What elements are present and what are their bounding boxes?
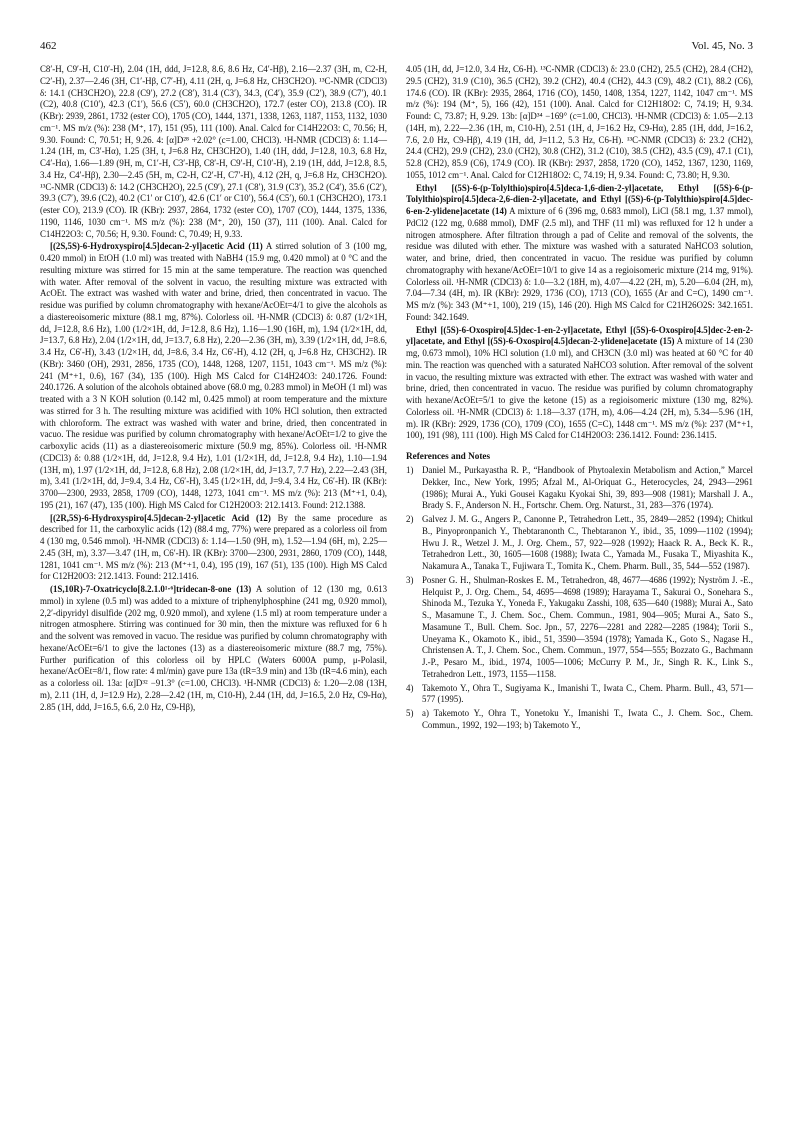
paragraph	[40, 241, 387, 511]
paragraph	[40, 513, 387, 584]
reference-text: Galvez J. M. G., Angers P., Canonne P., Tetrahedron Lett., 35, 2849—2852 (1994); Chitkul B., Pinyopronpanich Y., Thebtaranonth C., Thebtaranon Y., ibid., 35, 1099—1102 (1994); Hwu J. R., Wetzel J. M., J. Org. Chem., 57, 922—928 (1992); Haack R. A., Beck K. R., Tetrahedron Lett., 30, 1605—1608 (1988); Iwata C., Yamada M., Fusaka T., Miyashita K., Nakamura A., Tanaka T., Fujiwara T., Tomita K., Chem. Pharm. Bull., 35, 544—552 (1987).	[422, 514, 753, 572]
paragraph	[406, 183, 753, 324]
reference-text: Takemoto Y., Ohra T., Sugiyama K., Imanishi T., Iwata C., Chem. Pharm. Bull., 43, 571—577 (1995).	[422, 682, 753, 705]
reference-text: a) Takemoto Y., Ohra T., Yonetoku Y., Imanishi T., Iwata C., J. Chem. Soc., Chem. Commun., 1992, 192—193; b) Takemoto Y.,	[422, 708, 753, 730]
reference-item	[406, 575, 753, 681]
paragraph-body: A solution of 12 (130 mg, 0.613 mmol) in xylene (0.5 ml) was added to a mixture of triphenylphosphine (241 mg, 0.920 mmol), 2,2′-dipyridyl disulfide (202 mg, 0.920 mmol), and xylene (1.5 ml) at room temperature under a nitrogen atmosphere. Stirring was continued for 30 min, then the mixture was refluxed for 6 h and the solvent was removed in vacuo. The residue was purified by column chromatography with hexane/AcOEt=6/1 to give the lactones (13) as a diastereoisomeric mixture (88.7 mg, 75%). Further purification of this colorless oil by HPLC (Waters 6000A pump, μ-Polasil, hexane/AcOEt=8/1, flow rate: 4 ml/min) gave pure 13a (tR=3.9 min) and 13b (tR=4.6 min), each as a colorless oil. 13a: [α]D³² −91.3° (c=1.00, CHCl3). ¹H-NMR (CDCl3) δ: 1.20—2.08 (13H, m), 2.11 (1H, d, J=12.9 Hz), 2.28—2.42 (1H, m, C10-H), 2.44 (1H, dd, J=16.5, 2.0 Hz, C9-Hα), 2.85 (1H, ddd, J=16.5, 6.6, 2.0 Hz, C9-Hβ),	[40, 584, 388, 712]
reference-item	[406, 465, 753, 512]
paragraph: 4.05 (1H, dd, J=12.0, 3.4 Hz, C6-H). ¹³C-NMR (CDCl3) δ: 23.0 (CH2), 25.5 (CH2), 28.4 (CH2), 29.5 (CH2), 31.9 (C10), 36.5 (CH2), 39.2 (CH2), 40.4 (CH2), 44.3 (C9), 48.2 (C1), 88.2 (C6), 174.6 (CO). IR (KBr): 2935, 2864, 1716 (CO), 1450, 1408, 1354, 1227, 1142, 1047 cm⁻¹. MS m/z (%): 194 (M⁺, 5), 166 (42), 151 (100). Anal. Calcd for C12H18O2: C, 74.19; H, 9.34. Found: C, 73.87; H, 9.29. 13b: [α]D³⁴ −169° (c=1.00, CHCl3). ¹H-NMR (CDCl3) δ: 1.05—2.13 (14H, m), 2.22—2.36 (1H, m, C10-H), 2.51 (1H, d, J=16.2 Hz, C9-Hα), 2.85 (1H, ddd, J=16.2, 7.6, 2.0 Hz, C9-Hβ), 4.19 (1H, dd, J=11.2, 5.3 Hz, C6-H). ¹³C-NMR (CDCl3) δ: 23.2 (CH2), 24.4 (CH2), 29.9 (CH2), 23.0 (CH2), 30.8 (CH2), 31.2 (C10), 38.5 (CH2), 43.5 (C9), 47.1 (C1), 52.8 (CH2), 85.9 (C6), 174.9 (CO). IR (KBr): 2937, 2858, 1720 (CO), 1452, 1367, 1230, 1169, 1055, 1012 cm⁻¹. Anal. Calcd for C12H18O2: C, 74.19; H, 9.34. Found: C, 73.80; H, 9.30.	[406, 64, 753, 180]
volume-issue: Vol. 45, No. 3	[691, 40, 753, 52]
reference-number: 5)	[406, 708, 414, 719]
references-heading: References and Notes	[406, 451, 491, 461]
left-column	[40, 64, 387, 714]
paragraph-body: A stirred solution of 3 (100 mg, 0.420 mmol) in EtOH (1.0 ml) was treated with NaBH4 (15.9 mg, 0.420 mmol) at 0 °C and the resulting mixture was stirred for 15 min at the same temperature. The reaction was quenched with water. After removal of the solvent in vacuo, the resulting mixture was extracted with AcOEt. The extract was washed with water and brine, dried, then concentrated in vacuo. The residue was purified by column chromatography with hexane/AcOEt=4/1 to give the alcohols as a diastereoisomeric mixture (88.1 mg, 87%). Colorless oil. ¹H-NMR (CDCl3) δ: 0.87 (1/2×1H, dd, J=12.8, 8.6 Hz), 1.00 (1/2×1H, dd, J=12.8, 8.6 Hz), 1.16—1.90 (16H, m), 1.94 (1/2×1H, dd, J=13.7, 6.8 Hz), 2.04 (1/2×1H, dd, J=13.7, 6.8 Hz), 2.20—2.36 (3H, m), 3.39 (1/2×1H, dd, J=8.6, 3.4 Hz, C6′-H), 3.43 (1/2×1H, dd, J=8.6, 3.4 Hz, C6′-H), 4.12 (2H, q, J=6.8 Hz, CH3CH2). IR (KBr): 3460 (OH), 2931, 2856, 1735 (CO), 1448, 1268, 1207, 1151, 1043 cm⁻¹. MS m/z (%): 241 (M⁺+1, 0.6), 167 (34), 135 (100). High MS Calcd for C14H24O3: 240.1726. Found: 240.1726. A solution of the alcohols obtained above (68.0 mg, 0.283 mmol) in MeOH (1 ml) was treated with a 3 N KOH solution (0.142 ml, 0.425 mmol) at room temperature and the mixture was stirred for 3 h. The resulting mixture was acidified with 10% HCl solution, then extracted with chloroform. The extract was washed with water and brine, dried, then concentrated in vacuo. The residue was purified by column chromatography with hexane/AcOEt=1/2 to give the carboxylic acids (11) as a diastereoisomeric mixture (50.9 mg, 85%). Colorless oil. ¹H-NMR (CDCl3) δ: 0.88 (1/2×1H, dd, J=12.8, 9.4 Hz), 1.01 (1/2×1H, dd, J=12.8, 9.4 Hz), 1.10—1.94 (13H, m), 1.97 (1/2×1H, dd, J=12.8, 6.8 Hz), 2.08 (1/2×1H, dd, J=13.7, 7.7 Hz), 2.22—2.43 (3H, m), 3.41 (1/2×1H, dd, J=9.4, 3.4 Hz, C6′-H), 3.45 (1/2×1H, dd, J=9.4, 3.4 Hz, C6′-H). IR (KBr): 3700—2300, 2933, 2858, 1709 (CO), 1448, 1273, 1041 cm⁻¹. MS m/z (%): 213 (M⁺+1, 0.4), 195 (21), 167 (47), 135 (100). High MS Calcd for C12H20O3: 212.1413. Found: 212.1388.	[40, 241, 387, 510]
page-header	[40, 40, 753, 56]
references-list	[406, 465, 753, 732]
reference-item	[406, 683, 753, 707]
page-number: 462	[40, 40, 57, 52]
section-title: Ethyl [(5S)-6-Oxospiro[4.5]dec-1-en-2-yl]acetate, Ethyl [(5S)-6-Oxospiro[4.5]dec-2-en-2-yl]acetate, and Ethyl [(5S)-6-Oxospiro[4.5]decan-2-ylidene]acetate (15)	[406, 324, 753, 347]
paragraph: C8′-H, C9′-H, C10′-H), 2.04 (1H, ddd, J=12.8, 8.6, 8.6 Hz, C4′-Hβ), 2.16—2.37 (3H, m, C2-H, C2′-H), 2.37—2.46 (3H, C1′-Hβ, C7′-H), 4.11 (2H, q, J=6.8 Hz, CH3CH2O). ¹³C-NMR (CDCl3) δ: 14.1 (CH3CH2O), 22.8 (C9′), 27.2 (C8′), 31.4 (C3′), 34.3, (C4′), 35.9 (C2′), 38.9 (C7′), 40.1 (C2), 40.8 (C10′), 42.3 (C1′), 56.6 (C5′), 60.0 (CH3CH2O), 172.7 (ester CO), 213.8 (CO). IR (KBr): 2939, 2861, 1732 (ester CO), 1705 (CO), 1444, 1371, 1338, 1263, 1187, 1153, 1132, 1030 cm⁻¹. MS m/z (%): 238 (M⁺, 17), 151 (95), 111 (100). Anal. Calcd for C14H22O3: C, 70.56; H, 9.30. Found: C, 70.51; H, 9.26. 4: [α]D²⁸ +2.02° (c=1.00, CHCl3). ¹H-NMR (CDCl3) δ: 1.14—1.24 (1H, m, C3′-Hα), 1.25 (3H, t, J=6.8 Hz, CH3CH2O), 1.40 (1H, ddd, J=12.8, 10.3, 6.8 Hz, C4′-Hα), 1.66—1.89 (9H, m, C1′-H, C3′-Hβ, C8′-H, C9′-H, C10′-H), 2.19 (1H, ddd, J=12.8, 8.5, 3.4 Hz, C4′-Hβ), 2.30—2.45 (5H, m, C2-H, C2′-H, C7′-H), 4.12 (2H, q, J=6.8 Hz, CH3CH2O). ¹³C-NMR (CDCl3) δ: 14.2 (CH3CH2O), 22.5 (C9′), 27.1 (C8′), 31.9 (C3′), 35.2 (C4′), 35.6 (C2′), 39.3 (C7′), 39.6 (C2), 40.2 (C1′ or C10′), 42.6 (C1′ or C10′), 56.4 (C5′), 60.1 (CH3CH2O), 173.1 (ester CO), 213.9 (CO). IR (KBr): 2937, 2864, 1732 (ester CO), 1707 (CO), 1444, 1375, 1336, 1190, 1146, 1030 cm⁻¹. MS m/z (%): 238 (M⁺, 20), 150 (37), 111 (100). Anal. Calcd for C14H22O3: C, 70.56; H, 9.30. Found: C, 70.49; H, 9.33.	[40, 64, 387, 239]
paragraph-body: By the same procedure as described for 11, the carboxylic acids (12) (88.4 mg, 77%) were prepared as a colorless oil from 4 (130 mg, 0.546 mmol). ¹H-NMR (CDCl3) δ: 1.14—1.50 (9H, m), 1.52—1.94 (6H, m), 2.25—2.45 (3H, m), 3.37—3.47 (1H, m, C6′-H). IR (KBr): 3700—2300, 2931, 2860, 1709 (CO), 1448, 1281, 1041 cm⁻¹. MS m/z (%): 213 (M⁺+1, 0.4), 195 (19), 167 (51), 135 (100). High MS Calcd for C12H20O3: 212.1413. Found: 212.1416.	[40, 512, 387, 582]
section-title: [(2R,5S)-6-Hydroxyspiro[4.5]decan-2-yl]acetic Acid (12)	[50, 512, 271, 523]
paragraph	[40, 584, 387, 713]
paragraph-body: A mixture of 14 (230 mg, 0.673 mmol), 10% HCl solution (1.0 ml), and CH3CN (3.0 ml) was heated at 60 °C for 40 min. The reaction was quenched with a saturated NaHCO3 solution. After removal of the solvent in vacuo, the resulting mixture was extracted with ether. The extract was washed with water and brine, dried, then concentrated in vacuo. The residue was purified by column chromatography with hexane/AcOEt=5/1 to give the ketone (15) as a regioisomeric mixture (130 mg, 82%). Colorless oil. ¹H-NMR (CDCl3) δ: 1.18—3.37 (17H, m), 4.06—4.24 (2H, m), 5.34—5.96 (1H, m). IR (KBr): 2929, 1736 (CO), 1709 (CO), 1655 (C=C), 1448 cm⁻¹. MS m/z (%): 237 (M⁺+1, 100), 191 (98), 111 (100). High MS Calcd for C14H20O3: 236.1412. Found: 236.1415.	[406, 336, 753, 441]
reference-number: 1)	[406, 465, 414, 476]
section-title: Ethyl [(5S)-6-(p-Tolylthio)spiro[4.5]deca-1,6-dien-2-yl]acetate, Ethyl [(5S)-6-(p-Tolylthio)spiro[4.5]deca-2,6-dien-2-yl]acetate, and Ethyl [(5S)-6-(p-Tolylthio)spiro[4.5]dec-6-en-2-ylidene]acetate (14)	[406, 182, 753, 216]
section-title: [(2S,5S)-6-Hydroxyspiro[4.5]decan-2-yl]acetic Acid (11)	[50, 241, 263, 252]
reference-text: Posner G. H., Shulman-Roskes E. M., Tetrahedron, 48, 4677—4686 (1992); Nyström J. -E., Helquist P., J. Org. Chem., 54, 4695—4698 (1989); Harayama T., Sakurai O., Sonehara S., Shinoda M., Tezuka Y., Yoneda F., Yakugaku Zasshi, 108, 635—640 (1988); Murai A., Sato S., Masamune T., J. Chem. Soc., Chem. Commun., 1981, 904—905; Murai A., Sato S., Masamune T., Bull. Chem. Soc. Jpn., 57, 2276—2281 and 2282—2285 (1984); Torii S., Uneyama K., Okamoto K., ibid., 51, 3590—3594 (1978); Yamada K., Goto S., Nagase H., Christensen A. T., J. Chem. Soc., Chem. Commun., 1977, 554—555; Bozzato G., Bachmann J.-P., Pesaro M., ibid., 1974, 1005—1006; McCurry P. M., Jr., Singh R. K., Link S., Tetrahedron Lett., 1973, 1155—1158.	[422, 574, 753, 679]
reference-item	[406, 708, 753, 732]
reference-number: 2)	[406, 514, 414, 525]
section-title: (1S,10R)-7-Oxatricyclo[8.2.1.0¹·⁶]tridecan-8-one (13)	[50, 584, 252, 594]
reference-number: 4)	[406, 682, 414, 693]
right-column	[406, 64, 753, 734]
paragraph	[406, 325, 753, 443]
reference-item	[406, 514, 753, 573]
reference-number: 3)	[406, 574, 414, 585]
paragraph-body: A mixture of 6 (396 mg, 0.683 mmol), LiCl (58.1 mg, 1.37 mmol), PdCl2 (122 mg, 0.688 mmol), DMF (2.5 ml), and THF (11 ml) was refluxed for 12 h under a nitrogen atmosphere. After filtration through a pad of Celite and removal of the solvents, the residue was diluted with ether. The mixture was washed with a saturated NaHCO3 solution, water, and brine, dried, then concentrated in vacuo. The residue was purified by column chromatography with hexane/AcOEt=10/1 to give 14 as a regioisomeric mixture (214 mg, 91%). Colorless oil. ¹H-NMR (CDCl3) δ: 1.0—3.2 (18H, m), 4.07—4.22 (2H, m), 5.20—6.04 (2H, m), 7.04—7.34 (4H, m). IR (KBr): 2929, 1736 (CO), 1713 (CO), 1655 (Ar and C=C), 1490 cm⁻¹. MS m/z (%): 343 (M⁺+1, 100), 219 (15), 146 (20). High MS Calcd for C21H26O2S: 342.1651. Found: 342.1649.	[406, 206, 753, 322]
reference-text: Daniel M., Purkayastha R. P., “Handbook of Phytoalexin Metabolism and Action,” Marcel Dekker, Inc., New York, 1995; Afzal M., Al-Oriquat G., Heterocycles, 24, 2943—2961 (1986); Murai A., Yuki Gousei Kagaku Kyokai Shi, 39, 893—908 (1981); Marshall J. A., Brady S. F., Anderson N. H., Fortschr. Chem. Org. Naturst., 31, 283—376 (1974).	[422, 465, 753, 511]
